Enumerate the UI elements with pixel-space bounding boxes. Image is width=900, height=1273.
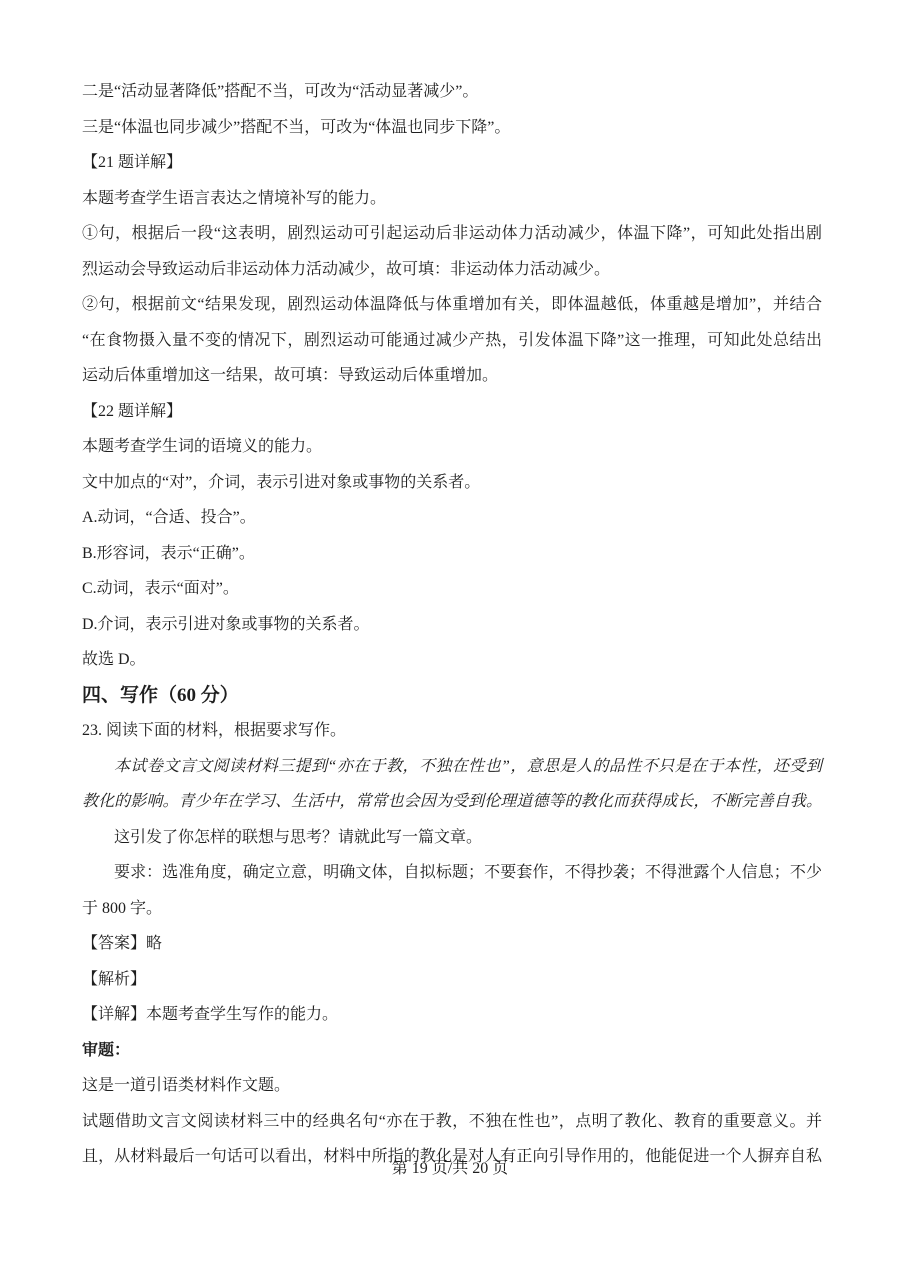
doc-line: 三是“体温也同步减少”搭配不当，可改为“体温也同步下降”。 [82,118,511,136]
detail-label-q22: 【22 题详解】 [82,402,183,420]
material-line: 本试卷文言文阅读材料三提到“亦在于教，不独在性也”，意思是人的品性不只是在于本性，还受到 [114,757,822,775]
doc-line: 文中加点的“对”，介词，表示引进对象或事物的关系者。 [82,473,481,491]
doc-line: 本题考查学生词的语境义的能力。 [82,438,323,455]
doc-line: 于 800 字。 [82,899,163,917]
doc-line: 本题考查学生语言表达之情境补写的能力。 [82,189,387,207]
doc-line: ②句，根据前文“结果发现，剧烈运动体温降低与体重增加有关，即体温越低，体重越是增加”，并结合 [82,296,822,313]
doc-line: 这引发了你怎样的联想与思考？请就此写一篇文章。 [114,828,483,846]
page-content [82,74,822,1175]
page-footer: 第 19 页/共 20 页 [391,1160,509,1177]
doc-line: 二是“活动显著降低”搭配不当，可改为“活动显著减少”。 [82,83,479,100]
option-a-line: A.动词，“合适、投合”。 [82,509,256,526]
section-heading-writing: 四、写作（60 分） [82,684,239,706]
doc-line: 试题借助文言文阅读材料三中的经典名句“亦在于教，不独在性也”，点明了教化、教育的重要意义。并 [82,1112,822,1130]
answer-choice-line: 故选 D。 [82,651,146,668]
detail-label-q21: 【21 题详解】 [82,154,183,171]
doc-line: 这是一道引语类材料作文题。 [82,1077,291,1094]
doc-line: 要求：选准角度，确定立意，明确文体，自拟标题；不要套作，不得抄袭；不得泄露个人信息；不少 [114,864,822,881]
option-d-line: D.介词，表示引进对象或事物的关系者。 [82,615,370,633]
option-c-line: C.动词，表示“面对”。 [82,580,239,597]
doc-line: 烈运动会导致运动后非运动体力活动减少，故可填：非运动体力活动减少。 [82,260,611,278]
subheading-shenti: 审题： [82,1041,131,1059]
doc-line: “在食物摄入量不变的情况下，剧烈运动可能通过减少产热，引发体温下降”这一推理，可知此处总结出 [82,331,822,349]
detail-label-line: 【详解】本题考查学生写作的能力。 [82,1006,339,1023]
doc-line: 且，从材料最后一句话可以看出，材料中所指的教化是对人有正向引导作用的，他能促进一个人摒弃自私 [82,1148,822,1165]
doc-line: ①句，根据后一段“这表明，剧烈运动可引起运动后非运动体力活动减少，体温下降”，可知此处指出剧 [82,225,822,242]
material-line: 教化的影响。青少年在学习、生活中，常常也会因为受到伦理道德等的教化而获得成长，不断完善自我。 [82,793,822,810]
question-23-line: 23. 阅读下面的材料，根据要求写作。 [82,722,347,739]
analysis-label-line: 【解析】 [82,970,147,988]
doc-line: 运动后体重增加这一结果，故可填：导致运动后体重增加。 [82,367,499,384]
answer-label-line: 【答案】略 [82,935,163,952]
option-b-line: B.形容词，表示“正确”。 [82,544,255,562]
